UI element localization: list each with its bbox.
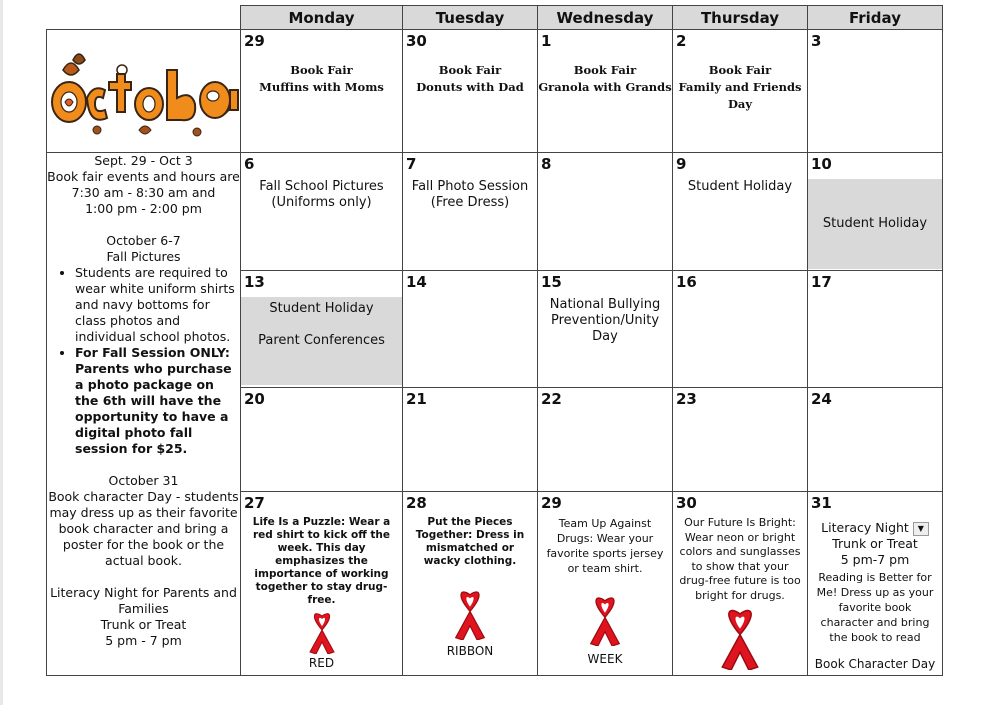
event-description: Life Is a Puzzle: Wear a red shirt to kick off the week. This day emphasizes the importance of working together to stay drug-free. bbox=[252, 516, 391, 606]
header-thursday: Thursday bbox=[673, 6, 808, 30]
note-line: 7:30 am - 8:30 am and bbox=[71, 185, 216, 200]
day-cell-oct-31[interactable] bbox=[808, 492, 943, 676]
day-number: 31 bbox=[811, 494, 832, 512]
note-line: Book character Day - students may dress up as their favorite book character and bring a poster for the book or the actual book. bbox=[48, 489, 239, 568]
event-footer: Book Character Day bbox=[814, 657, 936, 671]
day-number: 15 bbox=[541, 273, 562, 291]
event-title: Parent Conferences bbox=[258, 333, 385, 348]
day-number: 20 bbox=[244, 390, 265, 408]
event-title: Student Holiday bbox=[687, 179, 793, 194]
header-friday: Friday bbox=[808, 6, 943, 30]
note-line: Book fair events and hours are bbox=[47, 169, 240, 184]
event-title: Day bbox=[592, 329, 618, 344]
event-title: Book Fair bbox=[708, 63, 772, 77]
ribbon-label: RED bbox=[308, 656, 335, 670]
day-cell-oct-2[interactable] bbox=[673, 30, 808, 153]
note-line: Sept. 29 - Oct 3 bbox=[94, 153, 193, 168]
header-wednesday: Wednesday bbox=[538, 6, 673, 30]
day-number: 9 bbox=[676, 155, 687, 173]
day-cell-oct-9[interactable] bbox=[673, 153, 808, 271]
dropdown-arrow-icon[interactable]: ▼ bbox=[913, 522, 929, 536]
day-cell-oct-30[interactable] bbox=[673, 492, 808, 676]
event-title: Prevention/Unity bbox=[550, 313, 660, 328]
event-title: Trunk or Treat bbox=[832, 536, 918, 551]
day-cell-oct-7[interactable] bbox=[403, 153, 538, 271]
day-cell-oct-23[interactable] bbox=[673, 388, 808, 492]
day-number: 1 bbox=[541, 32, 552, 50]
note-book-fair bbox=[47, 153, 240, 217]
note-line: Literacy Night for Parents and Families bbox=[50, 585, 237, 616]
day-cell-oct-14[interactable] bbox=[403, 271, 538, 388]
red-ribbon-icon bbox=[538, 596, 672, 650]
note-line: Fall Pictures bbox=[106, 249, 181, 264]
day-number: 10 bbox=[811, 155, 832, 173]
note-bullet-list bbox=[47, 265, 240, 457]
day-number: 14 bbox=[406, 273, 427, 291]
header-blank bbox=[47, 6, 241, 30]
day-cell-oct-16[interactable] bbox=[673, 271, 808, 388]
event-title bbox=[808, 520, 942, 536]
note-bullet-bold: • For Fall Session ONLY: Parents who purchase a photo package on the 6th will have the opportunity to have a digital photo fall session for $25. bbox=[75, 345, 240, 457]
window-edge bbox=[0, 0, 3, 705]
event-title: (Free Dress) bbox=[430, 195, 510, 210]
note-fall-pictures bbox=[47, 233, 240, 265]
note-line: October 31 bbox=[108, 473, 179, 488]
october-logo-art bbox=[47, 30, 241, 148]
red-ribbon-icon bbox=[403, 590, 537, 644]
october-calendar bbox=[46, 5, 942, 672]
event-title: Muffins with Moms bbox=[259, 80, 384, 94]
event-title-text: Literacy Night bbox=[821, 520, 909, 535]
day-cell-oct-8[interactable] bbox=[538, 153, 673, 271]
header-monday: Monday bbox=[241, 6, 403, 30]
event-title: Fall School Pictures bbox=[259, 179, 384, 194]
day-number: 29 bbox=[244, 32, 265, 50]
sidebar-notes bbox=[47, 153, 241, 676]
week-row-2 bbox=[47, 153, 943, 271]
day-number: 23 bbox=[676, 390, 697, 408]
event-title: Donuts with Dad bbox=[416, 80, 524, 94]
note-bullet: • Students are required to wear white uniform shirts and navy bottoms for class photos and individual school photos. bbox=[75, 265, 240, 345]
day-cell-oct-29[interactable] bbox=[538, 492, 673, 676]
holiday-shade bbox=[241, 297, 402, 385]
note-line: 1:00 pm - 2:00 pm bbox=[85, 201, 202, 216]
day-number: 21 bbox=[406, 390, 427, 408]
event-title: Student Holiday bbox=[269, 301, 374, 316]
note-book-character-day bbox=[47, 473, 240, 569]
day-cell-oct-10[interactable] bbox=[808, 153, 943, 271]
event-description: Our Future Is Bright: Wear neon or bright colors and sunglasses to show that your drug-free future is too bright for drugs. bbox=[679, 516, 801, 602]
holiday-shade bbox=[808, 179, 942, 269]
event-title: Book Fair bbox=[573, 63, 637, 77]
day-number: 16 bbox=[676, 273, 697, 291]
day-cell-oct-24[interactable] bbox=[808, 388, 943, 492]
day-number: 22 bbox=[541, 390, 562, 408]
day-number: 7 bbox=[406, 155, 417, 173]
day-cell-oct-6[interactable] bbox=[241, 153, 403, 271]
day-number: 28 bbox=[406, 494, 427, 512]
note-literacy-night bbox=[47, 585, 240, 649]
event-time: 5 pm-7 pm bbox=[840, 552, 910, 567]
event-description: Put the Pieces Together: Dress in mismatched or wacky clothing. bbox=[415, 516, 525, 567]
day-number: 17 bbox=[811, 273, 832, 291]
day-cell-oct-22[interactable] bbox=[538, 388, 673, 492]
day-cell-oct-17[interactable] bbox=[808, 271, 943, 388]
event-title: Family and Friends bbox=[678, 80, 802, 94]
day-number: 24 bbox=[811, 390, 832, 408]
day-cell-oct-13[interactable] bbox=[241, 271, 403, 388]
note-line: October 6-7 bbox=[106, 233, 181, 248]
day-cell-oct-21[interactable] bbox=[403, 388, 538, 492]
day-cell-sep-29[interactable] bbox=[241, 30, 403, 153]
event-title: Day bbox=[727, 97, 753, 111]
day-number: 30 bbox=[676, 494, 697, 512]
ribbon-label: WEEK bbox=[587, 652, 623, 666]
day-number: 27 bbox=[244, 494, 265, 512]
event-title: Student Holiday bbox=[822, 216, 928, 231]
event-title: Fall Photo Session bbox=[411, 179, 529, 194]
week-row-1 bbox=[47, 30, 943, 153]
event-description: Team Up Against Drugs: Wear your favorite sports jersey or team shirt. bbox=[546, 517, 664, 575]
day-number: 29 bbox=[541, 494, 562, 512]
day-cell-oct-1[interactable] bbox=[538, 30, 673, 153]
day-number: 30 bbox=[406, 32, 427, 50]
event-title: (Uniforms only) bbox=[271, 195, 372, 210]
event-title: National Bullying bbox=[549, 297, 661, 312]
event-title: Granola with Grands bbox=[538, 80, 672, 94]
day-number: 6 bbox=[244, 155, 255, 173]
day-number: 2 bbox=[676, 32, 687, 50]
event-title: Book Fair bbox=[438, 63, 502, 77]
day-number: 8 bbox=[541, 155, 552, 173]
day-cell-sep-30[interactable] bbox=[403, 30, 538, 153]
day-cell-oct-3[interactable] bbox=[808, 30, 943, 153]
red-ribbon-icon bbox=[241, 612, 402, 658]
header-tuesday: Tuesday bbox=[403, 6, 538, 30]
day-number: 3 bbox=[811, 32, 822, 50]
day-number: 13 bbox=[244, 273, 265, 291]
event-description: Reading is Better for Me! Dress up as your favorite book character and bring the book to read bbox=[816, 571, 934, 644]
day-cell-oct-27[interactable] bbox=[241, 492, 403, 676]
day-cell-oct-15[interactable] bbox=[538, 271, 673, 388]
ribbon-label: RIBBON bbox=[446, 644, 494, 658]
day-cell-oct-28[interactable] bbox=[403, 492, 538, 676]
event-title: Book Fair bbox=[290, 63, 353, 77]
day-cell-oct-20[interactable] bbox=[241, 388, 403, 492]
red-ribbon-icon bbox=[673, 608, 807, 674]
weekday-header-row bbox=[47, 6, 943, 30]
october-logo bbox=[47, 30, 241, 153]
note-line: Trunk or Treat bbox=[100, 617, 187, 632]
note-line: 5 pm - 7 pm bbox=[105, 633, 182, 648]
